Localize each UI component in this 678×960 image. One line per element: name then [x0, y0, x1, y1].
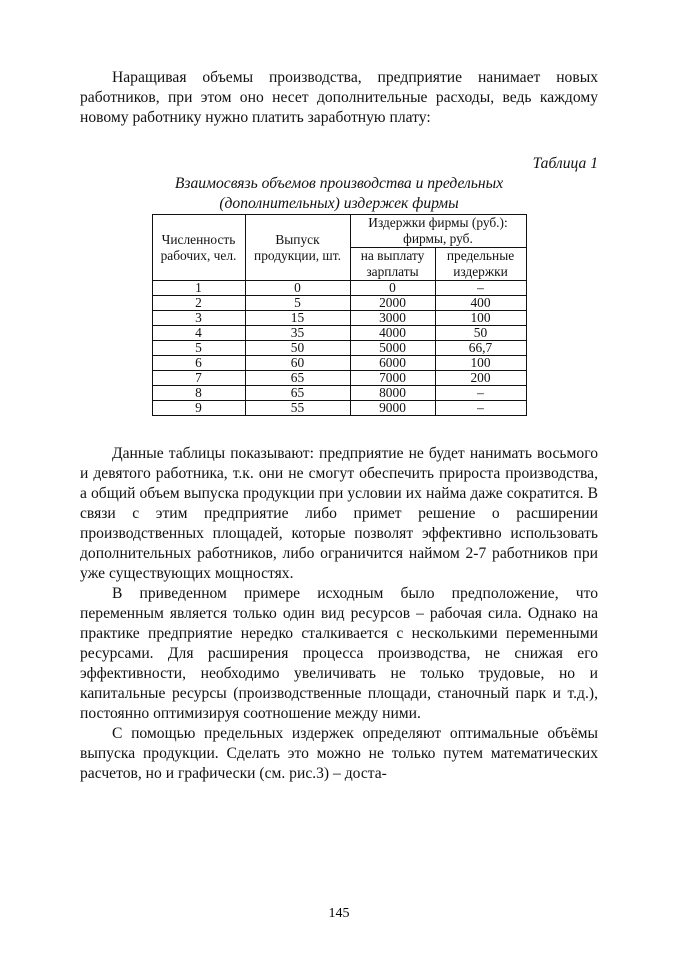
- cell-output: 50: [245, 341, 350, 356]
- cell-output: 5: [245, 296, 350, 311]
- cell-output: 15: [245, 311, 350, 326]
- table-row: [152, 371, 526, 386]
- cell-marginal: 400: [435, 296, 526, 311]
- cell-output: 55: [245, 401, 350, 416]
- cell-workers: 5: [152, 341, 245, 356]
- header-output: Выпуск продукции, шт.: [245, 215, 350, 281]
- cell-wages: 7000: [350, 371, 435, 386]
- page-content: [80, 62, 598, 784]
- header-workers: Численность рабочих, чел.: [152, 215, 245, 281]
- cell-workers: 4: [152, 326, 245, 341]
- cell-workers: 1: [152, 281, 245, 296]
- table-row: [152, 386, 526, 401]
- cell-workers: 7: [152, 371, 245, 386]
- cell-marginal: 50: [435, 326, 526, 341]
- cell-workers: 9: [152, 401, 245, 416]
- cell-marginal: –: [435, 281, 526, 296]
- cell-marginal: 66,7: [435, 341, 526, 356]
- table-row: [152, 281, 526, 296]
- cell-output: 35: [245, 326, 350, 341]
- cell-wages: 2000: [350, 296, 435, 311]
- cell-wages: 8000: [350, 386, 435, 401]
- cell-output: 65: [245, 386, 350, 401]
- cell-marginal: 100: [435, 356, 526, 371]
- cell-wages: 4000: [350, 326, 435, 341]
- body-paragraph: С помощью предельных издержек определяют оптимальные объёмы выпуска продукции. Сделать это можно не только путем математических расчетов, но и графически (см. рис.3) – доста-: [80, 725, 598, 782]
- table-row: [152, 356, 526, 371]
- page-number: 145: [328, 906, 350, 921]
- cell-marginal: –: [435, 386, 526, 401]
- table-row: [152, 296, 526, 311]
- table-row: [152, 341, 526, 356]
- intro-paragraph: Наращивая объемы производства, предприятие нанимает новых работников, при этом оно несет дополнительные расходы, ведь каждому новому работнику нужно платить заработную плату:: [80, 69, 598, 126]
- cell-marginal: 100: [435, 311, 526, 326]
- cell-workers: 3: [152, 311, 245, 326]
- cell-marginal: 200: [435, 371, 526, 386]
- cell-wages: 3000: [350, 311, 435, 326]
- table-row: [152, 311, 526, 326]
- header-costs-group: Издержки фирмы (руб.): фирмы, руб.: [350, 215, 526, 248]
- table-row: [152, 401, 526, 416]
- table-row: [152, 326, 526, 341]
- cell-wages: 5000: [350, 341, 435, 356]
- header-wages: на выплату зарплаты: [350, 248, 435, 281]
- table-title: Взаимосвязь объемов производства и предельных (дополнительных) издержек фирмы: [174, 175, 504, 212]
- cell-output: 0: [245, 281, 350, 296]
- cell-output: 60: [245, 356, 350, 371]
- body-paragraph: В приведенном примере исходным было предположение, что переменным является только один вид ресурсов – рабочая сила. Однако на практике предприятие нередко сталкивается с несколькими переменными ресурсами. Для расширения процесса производства, не снижая его эффективности, необходимо увеличивать не только трудовые, но и капитальные ресурсы (производственные площади, станочный парк и т.д.), постоянно оптимизируя соотношение между ними.: [80, 585, 598, 722]
- cell-workers: 6: [152, 356, 245, 371]
- cell-wages: 0: [350, 281, 435, 296]
- cell-wages: 9000: [350, 401, 435, 416]
- cell-workers: 2: [152, 296, 245, 311]
- data-table: [152, 214, 527, 416]
- cell-wages: 6000: [350, 356, 435, 371]
- body-paragraph: Данные таблицы показывают: предприятие не будет нанимать восьмого и девятого работника, т.к. они не смогут обеспечить прироста производства, а общий объем выпуска продукции при условии их найма даже сократится. В связи с этим предприятие либо примет решение о расширении производственных площадей, которые позволят эффективно использовать дополнительных работников, либо ограничится наймом 2-7 работников при уже существующих мощностях.: [80, 445, 598, 582]
- header-marginal: предельные издержки: [435, 248, 526, 281]
- table-label: Таблица 1: [532, 155, 598, 172]
- cell-workers: 8: [152, 386, 245, 401]
- cell-output: 65: [245, 371, 350, 386]
- cell-marginal: –: [435, 401, 526, 416]
